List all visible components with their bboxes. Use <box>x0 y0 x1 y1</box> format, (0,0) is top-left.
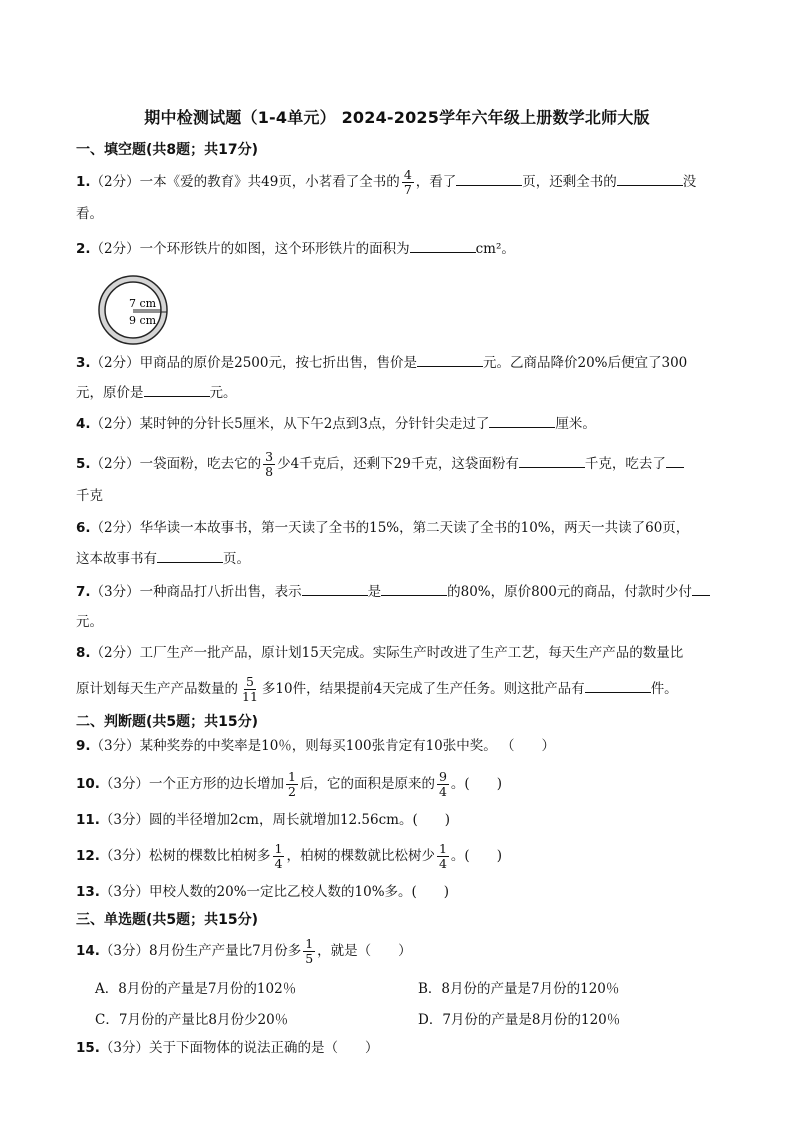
question-5-continuation: 千克 <box>76 488 103 504</box>
answer-blank[interactable] <box>692 581 710 596</box>
question-10: 10.（3分）一个正方形的边长增加 $\frac{1}{2}$ 后，它的面积是原来的 $\frac{9}{4}$ 。( ) <box>76 769 502 799</box>
answer-blank[interactable] <box>157 548 223 563</box>
answer-blank[interactable] <box>456 171 522 186</box>
question-13: 13.（3分）甲校人数的20%一定比乙校人数的10%多。( ) <box>76 884 450 900</box>
question-3: 3.（2分）甲商品的原价是2500元，按七折出售，售价是 元。乙商品降价20%后便宜了300 <box>76 352 687 373</box>
fraction: $\frac{9}{4}$ <box>438 769 447 799</box>
fraction: $\frac{1}{4}$ <box>438 841 447 871</box>
answer-blank[interactable] <box>666 453 684 468</box>
question-12: 12.（3分）松树的棵数比柏树多 $\frac{1}{4}$ ，柏树的棵数就比松树少 $\frac{1}{4}$ 。( ) <box>76 841 502 871</box>
question-4: 4.（2分）某时钟的分针长5厘米，从下午2点到3点，分针针尖走过了 厘米。 <box>76 413 596 434</box>
question-number: 4. <box>76 416 91 432</box>
answer-blank[interactable] <box>144 382 210 397</box>
answer-blank[interactable] <box>381 581 447 596</box>
question-8: 8.（2分）工厂生产一批产品，原计划15天完成。实际生产时改进了生产工艺，每天生产产品的数量比 <box>76 645 684 661</box>
question-number: 6. <box>76 520 91 536</box>
option-b[interactable]: B．8月份的产量是7月份的120％ <box>418 981 620 997</box>
question-number: 10. <box>76 776 100 792</box>
question-number: 14. <box>76 943 100 959</box>
fraction: $\frac{3}{8}$ <box>265 449 274 479</box>
question-14: 14.（3分）8月份生产产量比7月份多 $\frac{1}{5}$ ，就是（ ） <box>76 936 412 966</box>
question-number: 5. <box>76 456 91 472</box>
fraction: $\frac{4}{7}$ <box>403 167 412 197</box>
question-number: 1. <box>76 174 91 190</box>
answer-blank[interactable] <box>519 453 585 468</box>
question-3-continuation: 元，原价是 元。 <box>76 382 237 403</box>
question-number: 9. <box>76 738 91 754</box>
question-number: 2. <box>76 241 91 257</box>
fraction: $\frac{1}{5}$ <box>305 936 314 966</box>
annulus-figure <box>96 273 170 347</box>
section-heading-judgement: 二、判断题(共5题；共15分) <box>76 714 259 730</box>
page-title: 期中检测试题（1-4单元） 2024-2025学年六年级上册数学北师大版 <box>144 108 650 127</box>
question-1: 1.（2分）一本《爱的教育》共49页，小茗看了全书的 $\frac{4}{7}$ ，看了 页，还剩全书的 没 <box>76 167 697 197</box>
question-7: 7.（3分）一种商品打八折出售，表示 是 的80%，原价800元的商品，付款时少付 <box>76 581 710 602</box>
question-number: 13. <box>76 884 100 900</box>
option-a[interactable]: A．8月份的产量是7月份的102％ <box>95 981 297 997</box>
fraction: $\frac{1}{4}$ <box>274 841 283 871</box>
option-c[interactable]: C．7月份的产量比8月份少20％ <box>95 1012 289 1028</box>
section-heading-fill-blank: 一、填空题(共8题；共17分) <box>76 142 259 158</box>
fraction: $\frac{1}{2}$ <box>288 769 296 799</box>
question-6-continuation: 这本故事书有 页。 <box>76 548 250 569</box>
question-number: 3. <box>76 355 91 371</box>
outer-radius-label: 9 cm <box>129 314 157 327</box>
answer-blank[interactable] <box>617 171 683 186</box>
question-2: 2.（2分）一个环形铁片的如图，这个环形铁片的面积为 cm²。 <box>76 238 515 259</box>
question-1-continuation: 看。 <box>76 206 103 222</box>
answer-blank[interactable] <box>417 352 483 367</box>
question-5: 5.（2分）一袋面粉，吃去它的 $\frac{3}{8}$ 少4千克后，还剩下29千克，这袋面粉有 千克，吃去了 <box>76 450 684 479</box>
inner-radius-label: 7 cm <box>129 297 157 310</box>
option-d[interactable]: D．7月份的产量是8月份的120％ <box>418 1012 621 1028</box>
question-8-continuation: 原计划每天生产产品数量的 $\frac{5}{11}$ 多10件，结果提前4天完成了生产任务。则这批产品有 件。 <box>76 674 678 704</box>
question-6: 6.（2分）华华读一本故事书，第一天读了全书的15%，第二天读了全书的10%，两天一共读了60页， <box>76 520 690 536</box>
answer-blank[interactable] <box>489 413 555 428</box>
answer-blank[interactable] <box>410 238 476 253</box>
question-7-continuation: 元。 <box>76 614 103 630</box>
question-number: 12. <box>76 848 100 864</box>
section-heading-single-choice: 三、单选题(共5题；共15分) <box>76 912 259 928</box>
question-11: 11.（3分）圆的半径增加2cm，周长就增加12.56cm。( ) <box>76 812 451 828</box>
answer-blank[interactable] <box>585 678 651 693</box>
fraction: $\frac{5}{11}$ <box>242 674 258 704</box>
answer-blank[interactable] <box>302 581 368 596</box>
question-15: 15.（3分）关于下面物体的说法正确的是（ ） <box>76 1040 379 1056</box>
question-number: 8. <box>76 645 91 661</box>
question-9: 9.（3分）某种奖券的中奖率是10％，则每买100张肯定有10张中奖。 （ ） <box>76 738 556 754</box>
question-number: 11. <box>76 812 100 828</box>
question-number: 7. <box>76 584 91 600</box>
question-number: 15. <box>76 1040 100 1056</box>
